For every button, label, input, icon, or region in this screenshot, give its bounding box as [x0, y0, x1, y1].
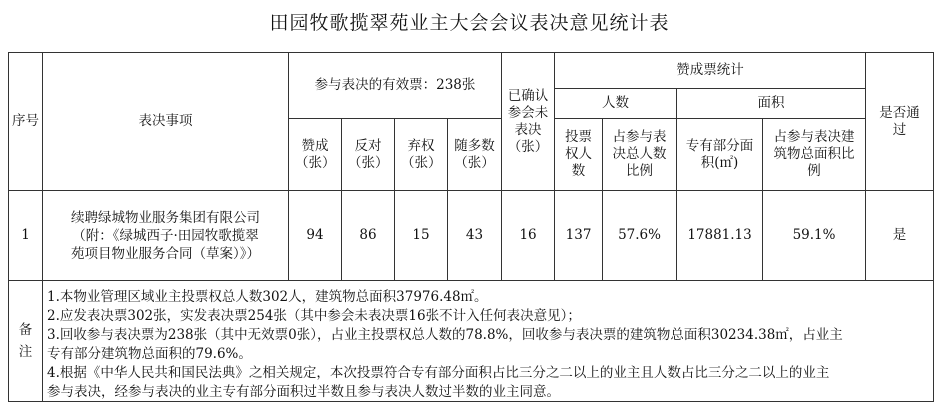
note-line: 2.应发表决票302张，实发表决票254张（其中参会未表决票16张不计入任何表决意见）；: [47, 308, 581, 324]
notes-content: [43, 281, 934, 402]
row-approve: 94: [289, 191, 342, 281]
row-follow-majority: 43: [448, 191, 502, 281]
header-passed: 是否通过: [866, 53, 934, 191]
row-exclusive-area: 17881.13: [677, 191, 763, 281]
header-approve: 赞成（张）: [289, 119, 342, 191]
row-matter: [43, 191, 289, 281]
header-confirmed-not-voted: 已确认参会未表决（张）: [502, 53, 555, 191]
header-matter: 表决事项: [43, 53, 289, 191]
row-vote-rights-people: 137: [555, 191, 603, 281]
header-people: 人数: [555, 89, 677, 119]
row-matter-line: 苑项目物业服务合同（草案）》）: [71, 245, 260, 262]
header-vote-rights-people: 投票权人数: [555, 119, 603, 191]
row-matter-line: 续聘绿城物业服务集团有限公司: [71, 209, 260, 226]
row-area-ratio: 59.1%: [763, 191, 866, 281]
header-approve-stats: 赞成票统计: [555, 53, 866, 89]
header-area-ratio: 占参与表决建筑物总面积比例: [763, 119, 866, 191]
header-oppose: 反对（张）: [342, 119, 395, 191]
note-line: 专有部分建筑物总面积的79.6%。: [47, 346, 252, 362]
note-line: 1.本物业管理区域业主投票权总人数302人，建筑物总面积37976.48㎡。: [47, 289, 488, 305]
header-area: 面积: [677, 89, 866, 119]
header-follow-majority: 随多数（张）: [448, 119, 502, 191]
header-people-ratio: 占参与表决总人数比例: [603, 119, 677, 191]
notes-label: 备注: [9, 281, 43, 402]
row-seq: 1: [9, 191, 43, 281]
note-line: 3.回收参与表决票为238张（其中无效票0张），占业主投票权总人数的78.8%，回收参与表决票的建筑物总面积30234.38㎡，占业主: [47, 327, 843, 343]
header-exclusive-area: 专有部分面积(㎡): [677, 119, 763, 191]
header-abstain: 弃权（张）: [395, 119, 448, 191]
header-valid-votes: 参与表决的有效票：238张: [289, 53, 502, 119]
note-line: 参与表决，经参与表决的业主专有部分面积过半数且参与表决人数过半数的业主同意。: [47, 384, 560, 400]
table-row: [9, 191, 934, 281]
row-matter-line: （附：《绿城西子·田园牧歌揽翠: [72, 227, 259, 244]
row-confirmed-not-voted: 16: [502, 191, 555, 281]
row-oppose: 86: [342, 191, 395, 281]
header-seq: 序号: [9, 53, 43, 191]
row-passed: 是: [866, 191, 934, 281]
vote-statistics-table: [8, 52, 934, 402]
row-abstain: 15: [395, 191, 448, 281]
row-people-ratio: 57.6%: [603, 191, 677, 281]
note-line: 4.根据《中华人民共和国民法典》之相关规定，本次投票符合专有部分面积占比三分之二以上的业主且人数占比三分之二以上的业主: [47, 365, 830, 381]
page-title: 田园牧歌揽翠苑业主大会会议表决意见统计表: [269, 12, 670, 34]
